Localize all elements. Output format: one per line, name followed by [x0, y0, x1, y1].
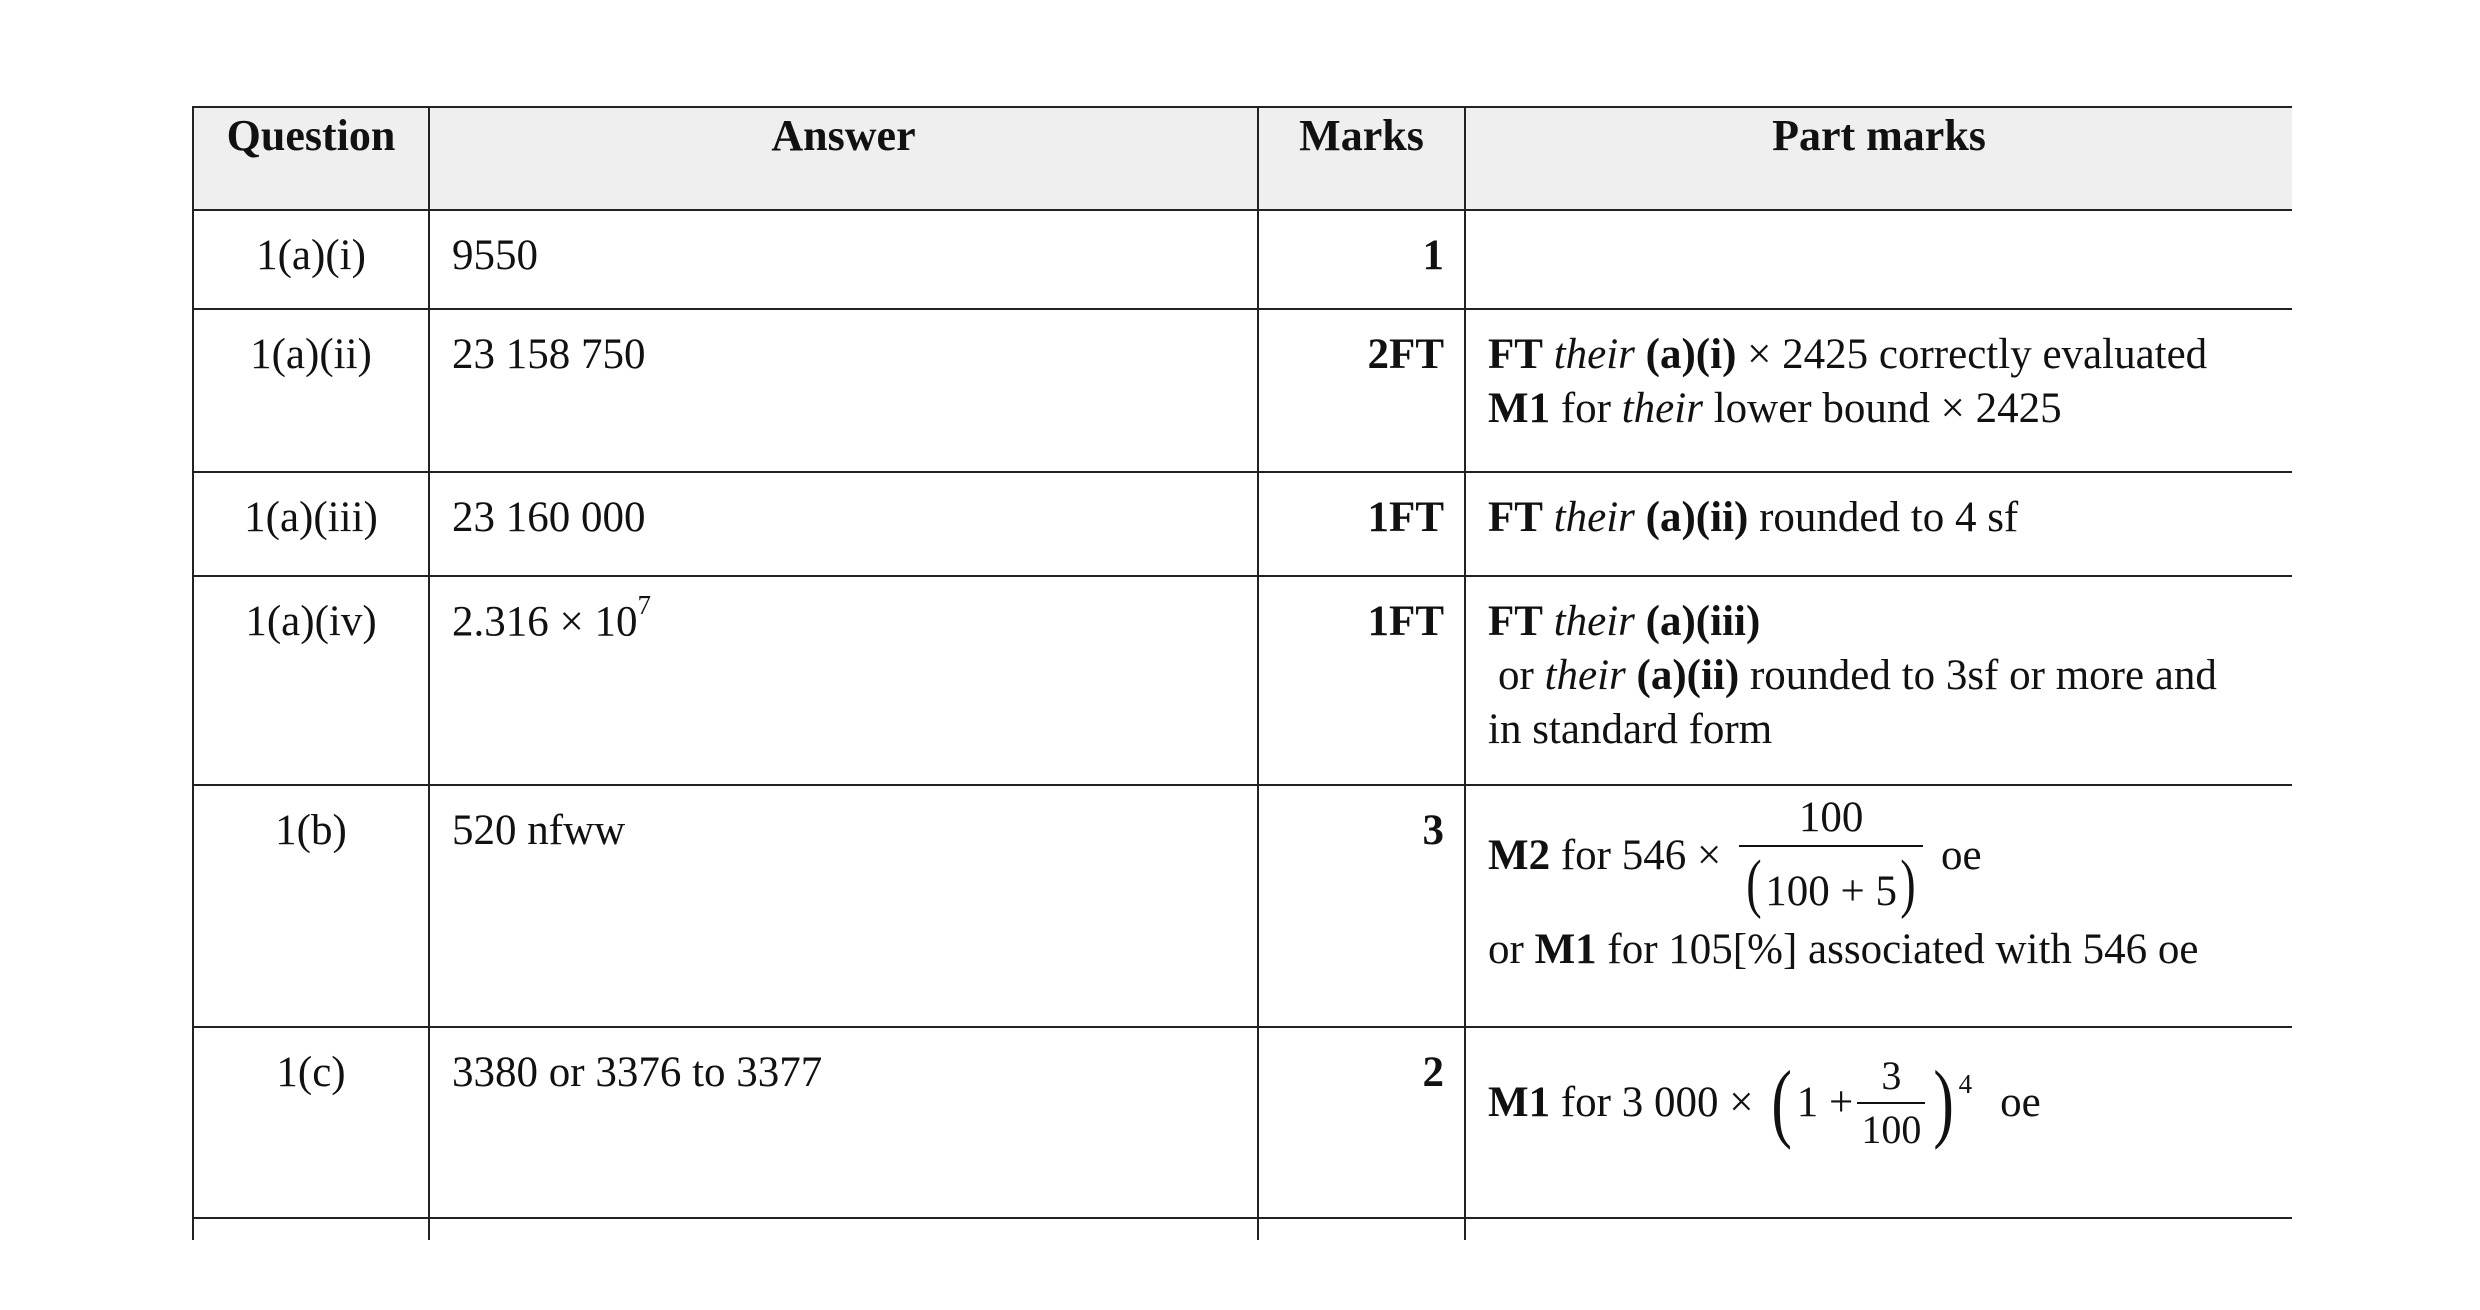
part-reference: (a)(ii)	[1645, 494, 1749, 541]
their-word: their	[1544, 651, 1626, 699]
denominator-expression: 100 + 5	[1765, 868, 1897, 916]
open-paren: (	[1746, 847, 1762, 921]
answer-exponent: 7	[637, 590, 652, 620]
part-marks-cell	[1465, 1218, 2292, 1240]
part-marks-text: for 3 000 ×	[1560, 1079, 1754, 1127]
part-marks-text: or	[1498, 651, 1534, 699]
ft-label: FT	[1488, 331, 1543, 378]
m1-label: M1	[1534, 926, 1597, 974]
marks-cell: 2FT	[1258, 309, 1465, 472]
question-cell: 1(a)(iii)	[193, 472, 429, 576]
close-paren: )	[1933, 1054, 1955, 1151]
part-marks-line	[1488, 595, 2272, 649]
question-cell	[193, 1218, 429, 1240]
part-marks-text: lower bound × 2425	[1713, 384, 2062, 432]
mark-scheme-page	[192, 106, 2292, 1240]
part-marks-text: or	[1488, 926, 1524, 974]
header-marks: Marks	[1258, 107, 1465, 210]
answer-cell	[429, 576, 1258, 785]
m2-label: M2	[1488, 831, 1551, 879]
part-marks-text: × 2425 correctly evaluated	[1747, 331, 2208, 378]
part-marks-text: rounded to 3sf or more and	[1749, 651, 2217, 699]
part-marks-line	[1488, 328, 2272, 382]
part-marks-text: rounded to 4 sf	[1759, 494, 2019, 541]
part-marks-text: for 105[%] associated with 546 oe	[1607, 926, 2199, 974]
answer-cell: 520 nfww	[429, 785, 1258, 1027]
header-question: Question	[193, 107, 429, 210]
fraction-bar	[1857, 1102, 1925, 1104]
m1-label: M1	[1488, 384, 1551, 432]
part-marks-cell	[1465, 210, 2292, 309]
table-row	[193, 472, 2292, 576]
their-word: their	[1553, 598, 1635, 645]
fraction-denominator: 100	[1861, 1107, 1922, 1152]
marks-cell	[1258, 1218, 1465, 1240]
part-reference: (a)(ii)	[1636, 651, 1740, 699]
fraction	[1857, 1054, 1925, 1152]
oe-text: oe	[1940, 831, 1982, 879]
fraction-denominator	[1739, 847, 1923, 921]
open-paren: (	[1771, 1054, 1793, 1151]
question-cell: 1(a)(iv)	[193, 576, 429, 785]
table-row	[193, 785, 2292, 1027]
marks-cell: 1FT	[1258, 576, 1465, 785]
part-marks-line	[1488, 382, 2272, 436]
fraction-numerator: 3	[1881, 1053, 1902, 1098]
one-plus: 1 +	[1796, 1079, 1854, 1127]
part-marks-line	[1488, 649, 2272, 703]
part-reference: (a)(iii)	[1645, 598, 1761, 645]
table-row-continuation	[193, 1218, 2292, 1240]
part-marks-cell	[1465, 785, 2292, 1027]
their-word: their	[1621, 384, 1703, 432]
question-cell: 1(c)	[193, 1027, 429, 1218]
marks-cell: 2	[1258, 1027, 1465, 1218]
mark-scheme-table	[192, 106, 2292, 1240]
question-cell: 1(b)	[193, 785, 429, 1027]
close-paren: )	[1900, 847, 1916, 921]
fraction-bar	[1739, 845, 1923, 847]
part-marks-cell	[1465, 309, 2292, 472]
exponent: 4	[1958, 1069, 1973, 1099]
part-marks-cell	[1465, 576, 2292, 785]
ft-label: FT	[1488, 598, 1543, 645]
fraction-numerator: 100	[1798, 794, 1864, 841]
part-marks-formula	[1488, 794, 2272, 921]
m1-label: M1	[1488, 1079, 1551, 1127]
table-row	[193, 210, 2292, 309]
answer-cell: 23 158 750	[429, 309, 1258, 472]
table-row	[193, 309, 2292, 472]
part-marks-line	[1488, 491, 2272, 545]
part-marks-text: for 546 ×	[1560, 831, 1722, 879]
ft-label: FT	[1488, 494, 1543, 541]
fraction	[1739, 794, 1923, 921]
their-word: their	[1553, 494, 1635, 541]
answer-base: 2.316 × 10	[452, 598, 638, 646]
header-answer: Answer	[429, 107, 1258, 210]
oe-text: oe	[2000, 1079, 2041, 1127]
part-marks-formula	[1488, 1054, 2272, 1152]
question-cell: 1(a)(i)	[193, 210, 429, 309]
their-word: their	[1553, 331, 1635, 378]
part-marks-line	[1488, 923, 2272, 977]
marks-cell: 1	[1258, 210, 1465, 309]
part-marks-line: in standard form	[1488, 705, 1773, 753]
table-row	[193, 576, 2292, 785]
part-marks-cell	[1465, 1027, 2292, 1218]
part-marks-cell	[1465, 472, 2292, 576]
question-cell: 1(a)(ii)	[193, 309, 429, 472]
answer-cell: 3380 or 3376 to 3377	[429, 1027, 1258, 1218]
answer-cell: 9550	[429, 210, 1258, 309]
header-row	[193, 107, 2292, 210]
marks-cell: 1FT	[1258, 472, 1465, 576]
answer-cell	[429, 1218, 1258, 1240]
marks-cell: 3	[1258, 785, 1465, 1027]
part-reference: (a)(i)	[1645, 331, 1737, 378]
part-marks-text: for	[1560, 384, 1611, 432]
table-row	[193, 1027, 2292, 1218]
answer-cell: 23 160 000	[429, 472, 1258, 576]
header-part-marks: Part marks	[1465, 107, 2292, 210]
